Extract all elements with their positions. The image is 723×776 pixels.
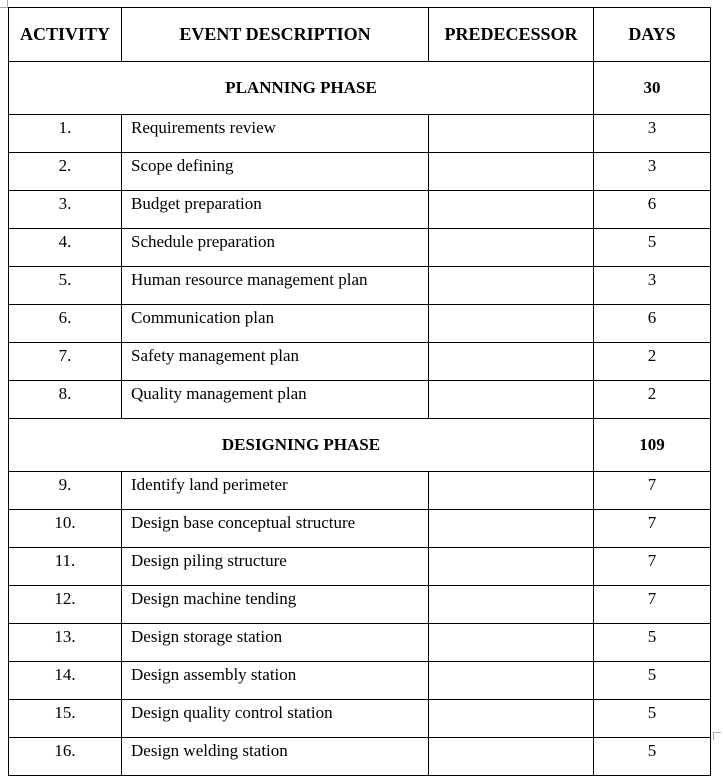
table-row (9, 191, 711, 229)
event-description-cell: Design machine tending (122, 586, 429, 624)
days-cell: 3 (594, 267, 711, 305)
table-row (9, 229, 711, 267)
event-description-cell: Human resource management plan (122, 267, 429, 305)
days-cell: 3 (594, 153, 711, 191)
activity-number-cell: 9. (9, 472, 122, 510)
predecessor-cell (429, 472, 594, 510)
table-row (9, 472, 711, 510)
days-cell: 5 (594, 738, 711, 776)
activity-schedule-table (8, 7, 711, 776)
phase-title: DESIGNING PHASE (9, 419, 594, 472)
phase-total-days: 109 (594, 419, 711, 472)
table-row (9, 738, 711, 776)
days-cell: 6 (594, 191, 711, 229)
predecessor-cell (429, 381, 594, 419)
predecessor-cell (429, 662, 594, 700)
table-row (9, 153, 711, 191)
days-cell: 6 (594, 305, 711, 343)
activity-number-cell: 5. (9, 267, 122, 305)
activity-number-cell: 1. (9, 115, 122, 153)
predecessor-cell (429, 115, 594, 153)
predecessor-cell (429, 267, 594, 305)
predecessor-cell (429, 153, 594, 191)
activity-number-cell: 12. (9, 586, 122, 624)
table-row (9, 343, 711, 381)
days-cell: 5 (594, 624, 711, 662)
activity-number-cell: 11. (9, 548, 122, 586)
event-description-cell: Design assembly station (122, 662, 429, 700)
event-description-cell: Design base conceptual structure (122, 510, 429, 548)
activity-number-cell: 15. (9, 700, 122, 738)
phase-total-days: 30 (594, 62, 711, 115)
days-cell: 7 (594, 472, 711, 510)
phase-row-designing (9, 419, 711, 472)
event-description-cell: Quality management plan (122, 381, 429, 419)
days-cell: 5 (594, 662, 711, 700)
activity-number-cell: 6. (9, 305, 122, 343)
table-body (9, 62, 711, 776)
activity-number-cell: 7. (9, 343, 122, 381)
event-description-cell: Identify land perimeter (122, 472, 429, 510)
days-cell: 2 (594, 381, 711, 419)
event-description-cell: Design welding station (122, 738, 429, 776)
predecessor-cell (429, 586, 594, 624)
predecessor-cell (429, 191, 594, 229)
table-row (9, 548, 711, 586)
days-cell: 3 (594, 115, 711, 153)
predecessor-cell (429, 738, 594, 776)
days-cell: 7 (594, 510, 711, 548)
event-description-cell: Scope defining (122, 153, 429, 191)
days-cell: 2 (594, 343, 711, 381)
table-row (9, 624, 711, 662)
activity-number-cell: 10. (9, 510, 122, 548)
event-description-cell: Communication plan (122, 305, 429, 343)
days-cell: 5 (594, 229, 711, 267)
table-row (9, 305, 711, 343)
activity-number-cell: 3. (9, 191, 122, 229)
event-description-cell: Design piling structure (122, 548, 429, 586)
header-days: DAYS (594, 8, 711, 62)
event-description-cell: Design storage station (122, 624, 429, 662)
days-cell: 5 (594, 700, 711, 738)
days-cell: 7 (594, 586, 711, 624)
predecessor-cell (429, 229, 594, 267)
table-row (9, 510, 711, 548)
event-description-cell: Requirements review (122, 115, 429, 153)
page-corner-mark-bottom-right (713, 732, 721, 740)
phase-title: PLANNING PHASE (9, 62, 594, 115)
activity-number-cell: 16. (9, 738, 122, 776)
predecessor-cell (429, 343, 594, 381)
activity-number-cell: 14. (9, 662, 122, 700)
days-cell: 7 (594, 548, 711, 586)
table-row (9, 662, 711, 700)
header-activity: ACTIVITY (9, 8, 122, 62)
event-description-cell: Schedule preparation (122, 229, 429, 267)
predecessor-cell (429, 700, 594, 738)
table-row (9, 267, 711, 305)
activity-number-cell: 8. (9, 381, 122, 419)
table-row (9, 700, 711, 738)
header-predecessor: PREDECESSOR (429, 8, 594, 62)
predecessor-cell (429, 624, 594, 662)
table-row (9, 115, 711, 153)
activity-number-cell: 4. (9, 229, 122, 267)
activity-number-cell: 13. (9, 624, 122, 662)
page-corner-mark-top-left (0, 0, 8, 8)
table-row (9, 586, 711, 624)
predecessor-cell (429, 305, 594, 343)
event-description-cell: Design quality control station (122, 700, 429, 738)
activity-number-cell: 2. (9, 153, 122, 191)
phase-row-planning (9, 62, 711, 115)
header-row (9, 8, 711, 62)
header-event-description: EVENT DESCRIPTION (122, 8, 429, 62)
event-description-cell: Safety management plan (122, 343, 429, 381)
table-row (9, 381, 711, 419)
event-description-cell: Budget preparation (122, 191, 429, 229)
predecessor-cell (429, 548, 594, 586)
predecessor-cell (429, 510, 594, 548)
